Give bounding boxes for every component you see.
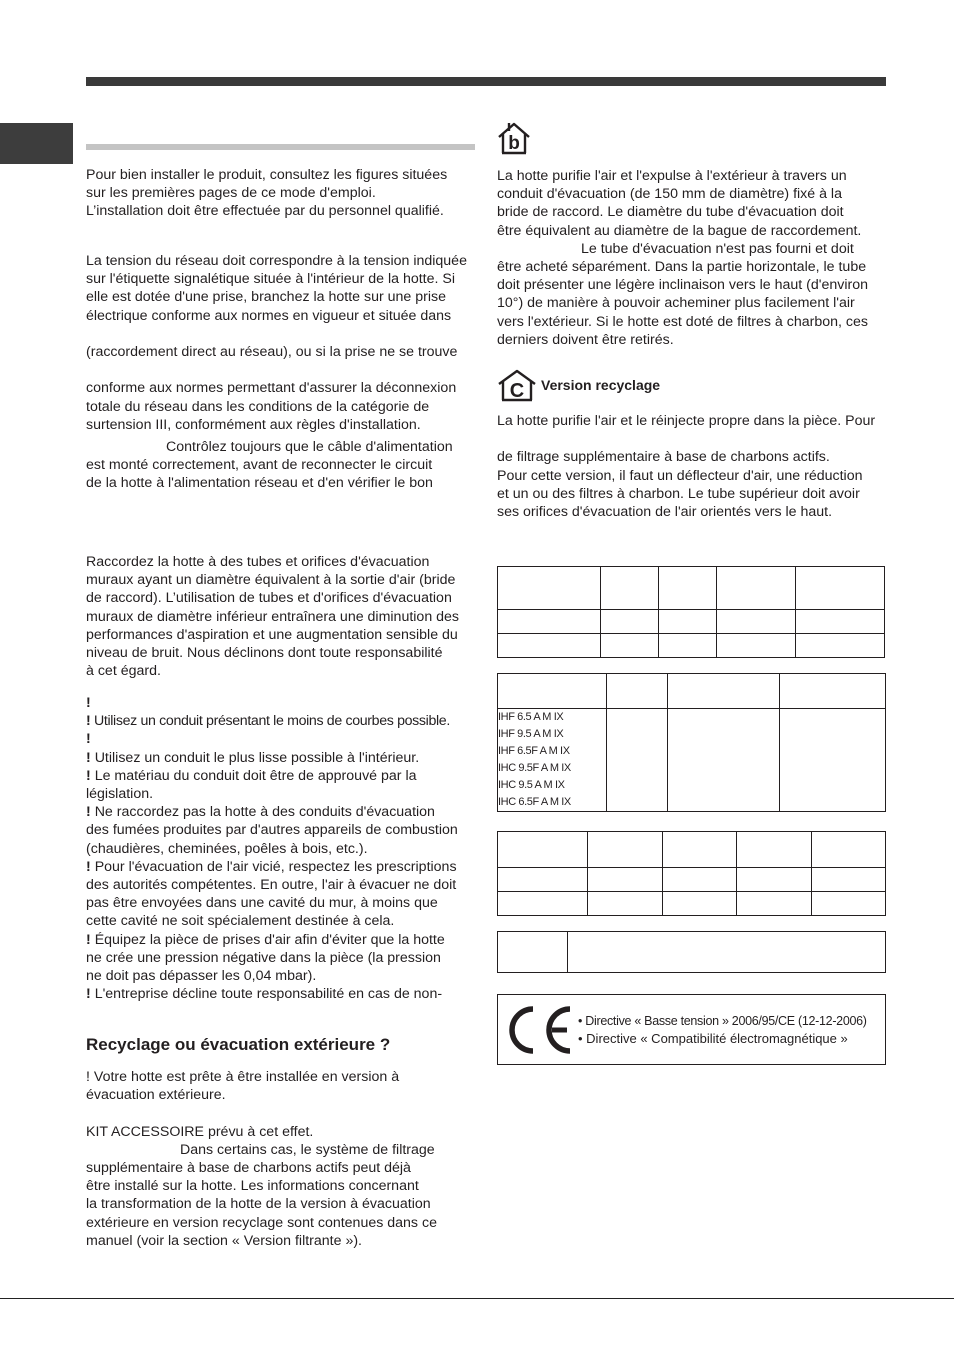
spec-table-3	[497, 831, 886, 916]
directives-list: • Directive « Basse tension » 2006/95/CE (12-12-2006) • Directive « Compatibilité électromagnétique »	[578, 1014, 867, 1046]
warnings-list: ! ! Utilisez un conduit présentant le moins de courbes possible. ! ! Utilisez un conduit le plus lisse possible à l'intérieur. ! Le matériau du conduit doit être de approuvé par la législation. ! Ne raccordez pas la hotte à des conduits d'évacuation des fumées produites par d'autres appareils de combustion (chaudières, cheminées, poêles à bois, etc.). ! Pour l'évacuation de l'air vicié, respectez les prescriptions des autorités compétentes. En outre, l'air à évacuer ne doit pas être envoyées dans une cavité du mur, à moins que cette cavité ne soit spécialement destinée à cela. ! Équipez la pièce de prises d'air afin d'éviter que la hotte ne crée une pression négative dans la pièce (la pression ne doit pas dépasser les 0,04 mbar). ! L'entreprise décline toute responsabilité en cas de non-	[86, 695, 458, 1003]
language-tab	[0, 123, 73, 164]
recycling-version-icon	[497, 368, 537, 402]
exterior-paragraph: La hotte purifie l'air et l'expulse à l'extérieur à travers un conduit d'évacuation (de 150 mm de diamètre) fixé à la bride de raccord. Le diamètre du tube d'évacuation doit être équivalent au diamètre de la bague de raccordement. Le tube d'évacuation n'est pas fourni et doit être acheté séparément. Dans la partie horizontale, le tube doit présenter une légère inclinaison vers le haut (d'environ 10°) de manière à pouvoir acheminer plus facilement l'air vers l'extérieur. Si le hotte est doté de filtres à charbon, ces derniers doivent être retirés.	[497, 168, 869, 348]
intro-paragraph: Pour bien installer le produit, consultez les figures situées sur les premières pages de ce mode d'emploi. L’installation doit être effectuée par du personnel qualifié.	[86, 167, 448, 220]
recycling-version-label: Version recyclage	[541, 377, 661, 393]
recycle-paragraph: ! Votre hotte est prête à être installée en version à évacuation extérieure. KIT ACCESSOIRE prévu à cet effet. Dans certains cas, le système de filtrage supplémentaire à base de charbons actifs peut déjà être installé sur la hotte. Les informations concernant la transformation de la hotte de la version à évacuation extérieure en version recyclage sont contenues dans ce manuel (voir la section « Version filtrante »).	[86, 1069, 437, 1249]
recycle-heading: Recyclage ou évacuation extérieure ?	[86, 1035, 391, 1054]
footer-rule	[0, 1298, 954, 1299]
svg-text:C: C	[509, 380, 525, 402]
ce-declaration-box	[497, 994, 886, 1065]
recycling-paragraph: La hotte purifie l'air et le réinjecte propre dans la pièce. Pour de filtrage supplémentaire à base de charbons actifs. Pour cette version, il faut un déflecteur d'air, une réduction et un ou des filtres à charbon. Le tube supérieur doit avoir ses orifices d'évacuation de l'air orientés vers le haut.	[497, 413, 876, 520]
model-table	[497, 673, 886, 812]
spec-table-4	[497, 931, 886, 973]
exterior-evacuation-icon	[497, 121, 531, 155]
electric-paragraph: La tension du réseau doit correspondre à la tension indiquée sur l'étiquette signalétique située à l'intérieur de la hotte. Si elle est dotée d'une prise, branchez la hotte sur une prise électrique conforme aux normes en vigueur et située dans (raccordement direct au réseau), ou si la prise ne se trouve conforme aux normes permettant d'assurer la déconnexion totale du réseau dans les conditions de la catégorie de surtension III, conformément aux règles d'installation. Contrôlez toujours que le câble d'alimentation est monté correctement, avant de reconnecter le circuit de la hotte à l'alimentation réseau et d'en vérifier le bon	[86, 253, 467, 492]
svg-text:b: b	[508, 133, 520, 154]
top-bar	[86, 77, 886, 86]
spec-table-1	[497, 566, 885, 658]
model-list: IHF 6.5 A M IX IHF 9.5 A M IX IHF 6.5F A M IX IHC 9.5F A M IX IHC 9.5 A M IX IHC 6.5F A M IX	[498, 709, 607, 812]
ce-mark-icon	[503, 1004, 573, 1056]
section-rule	[86, 144, 475, 150]
evacuation-paragraph: Raccordez la hotte à des tubes et orifices d'évacuation muraux ayant un diamètre équivalent à la sortie d'air (bride de raccord). L’utilisation de tubes et d'orifices d'évacuation muraux de diamètre inférieur entraînera une diminution des performances d'aspiration et une augmentation sensible du niveau de bruit. Nous déclinons dont toute responsabilité à cet égard.	[86, 554, 460, 680]
